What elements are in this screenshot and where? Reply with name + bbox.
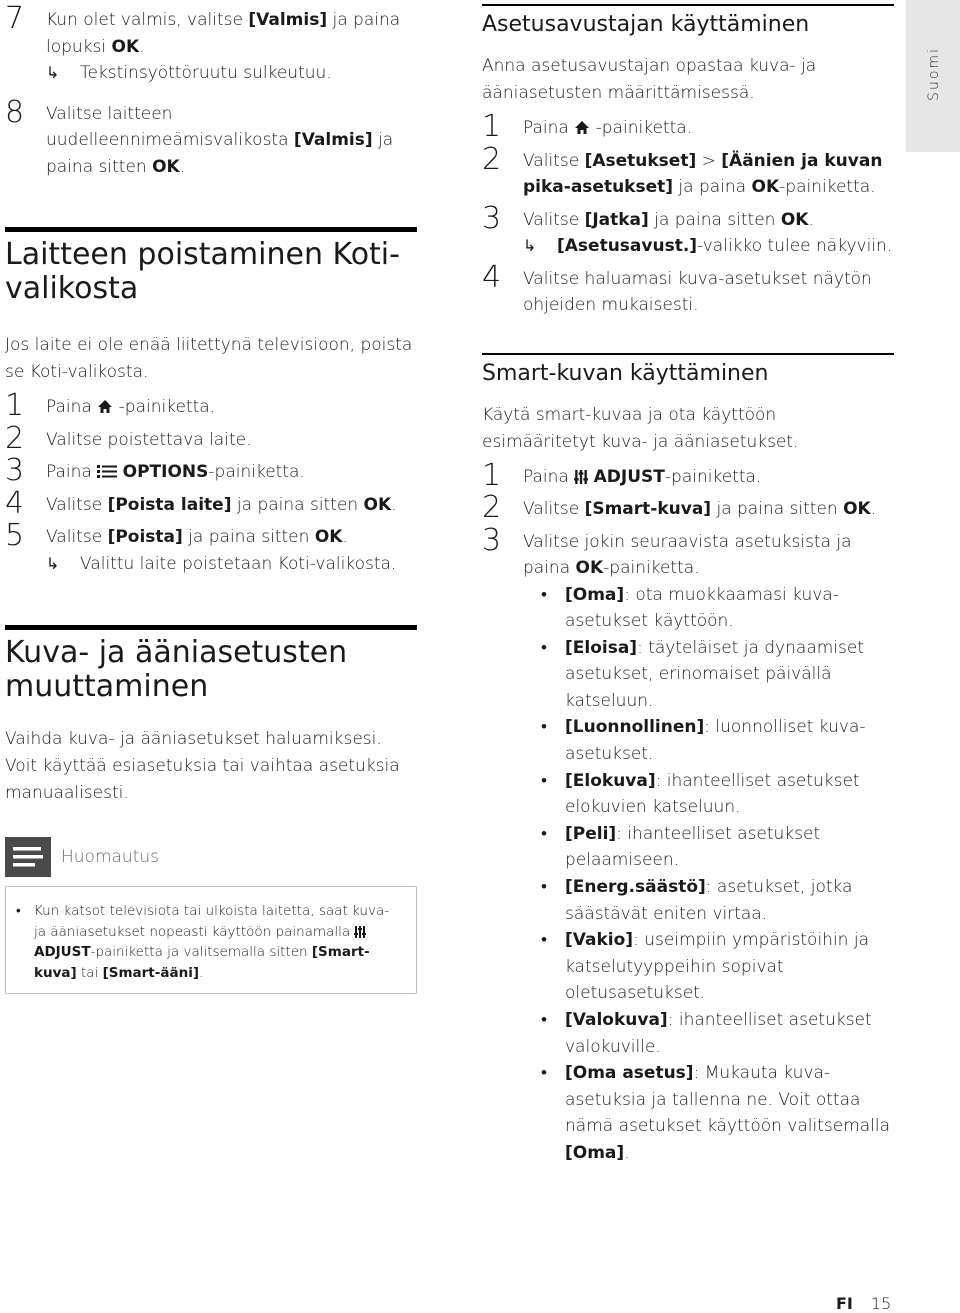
section-divider [482,4,894,6]
list-item: • [Eloisa]: täyteläiset ja dynaamiset asetukset, erinomaiset päivällä katseluun. [523,635,894,715]
language-tab-label: Suomi [926,47,942,101]
section-title-remove: Laitteen poistaminen Koti-valikosta [5,237,400,306]
remove-step-3: 3 Paina OPTIONS-painiketta. [5,453,305,488]
wizard-step-2: 2 Valitse [Asetukset] > [Äänien ja kuvan pika-asetukset] ja paina OK-painiketta. [482,141,883,197]
note-box: • Kun katsot televisiota tai ulkoista laitetta, saat kuva- ja ääniasetukset nopeasti käyttöön painamalla ADJUST-painiketta ja valitsemalla sitten [Smart-kuva] tai [Smart-ääni]. [5,886,417,994]
section-title-smart: Smart-kuvan käyttäminen [482,360,769,386]
options-icon [97,464,117,479]
bullet: • [541,637,547,658]
remove-step-1: 1 Paina -painiketta. [5,388,216,423]
bullet: • [541,1010,547,1030]
section-divider [5,625,417,630]
smart-intro: Käytä smart-kuvaa ja ota käyttöön esimääritetyt kuva- ja ääniasetukset. [482,404,799,452]
list-item: • [Oma asetus]: Mukauta kuva-asetuksia ja tallenna ne. Voit ottaa nämä asetukset käyttöön valitsemalla [Oma]. [523,1060,894,1166]
result-arrow-icon: ↳ [46,63,60,82]
list-item: • [Vakio]: useimpiin ympäristöihin ja katselutyyppeihin sopivat oletusasetukset. [523,927,894,1007]
section-divider [5,227,417,232]
wizard-intro: Anna asetusavustajan opastaa kuva- ja ääniasetusten määrittämisessä. [482,56,817,103]
bullet: • [541,877,547,898]
section-title-change: Kuva- ja ääniasetusten muuttaminen [5,635,348,704]
section-title-wizard: Asetusavustajan käyttäminen [482,12,810,37]
smart-step-3: 3 Valitse jokin seuraavista asetuksista ja paina OK-painiketta. • [Oma]: ota muokkaamasi kuva-asetukset käyttöön. • [Eloisa]: täyteläiset ja dynaamiset asetukset, erinomaiset päivällä katseluun. • [Luonnollinen]: luonnolliset kuva-asetukset. • [Elokuva]: ihanteelliset asetukset elokuvien katseluun. • [Peli]: ihanteelliset asetukset pelaamiseen. • [Energ.säästö]: asetukset, jotka säästävät eniten virtaa. • [Vakio]: useimpiin ympäristöihin ja katselutyyppeihin sopivat oletusasetukset. • [Valokuva]: ihanteelliset asetukset valokuville. • [Oma asetus]: Mukauta kuva-asetuksia ja tallenna ne. Voit ottaa nämä asetukset käyttöön valitsemalla [Oma]. [482,529,894,1167]
list-item: • [Peli]: ihanteelliset asetukset pelaamiseen. [523,821,894,874]
left-column [5,0,417,994]
smart-step-1: 1 Paina ADJUST-painiketta. [482,457,762,493]
list-item: • [Luonnollinen]: luonnolliset kuva-asetukset. [523,714,894,767]
home-icon [97,399,113,414]
step-8: 8 Valitse laitteen uudelleennimeämisvalikosta [Valmis] ja paina sitten OK. [5,94,394,177]
list-item: • [Energ.säästö]: asetukset, jotka säästävät eniten virtaa. [523,874,894,927]
remove-step-5-result: ↳ Valittu laite poistetaan Koti-valikosta. [46,551,417,578]
step-7: 7 Kun olet valmis, valitse [Valmis] ja paina lopuksi OK. ↳ Tekstinsyöttöruutu sulkeutuu. [5,7,417,87]
bullet: • [16,903,21,919]
language-code: FI [836,1294,853,1313]
right-column [482,0,894,1167]
wizard-step-4: 4 Valitse haluamasi kuva-asetukset näytön ohjeiden mukaisesti. [482,259,872,315]
remove-step-4: 4 Valitse [Poista laite] ja paina sitten OK. [5,485,397,521]
bullet: • [541,1063,547,1084]
step-7-result: ↳ Tekstinsyöttöruutu sulkeutuu. [46,60,417,87]
wizard-step-3: 3 Valitse [Jatka] ja paina sitten OK. ↳ [Asetusavust.]-valikko tulee näkyviin. [482,207,894,260]
remove-step-2: 2 Valitse poistettava laite. [5,420,252,456]
result-arrow-icon: ↳ [46,553,60,573]
list-item: • [Valokuva]: ihanteelliset asetukset valokuville. [523,1007,894,1060]
remove-intro: Jos laite ei ole enää liitettynä televisioon, poista se Koti-valikosta. [5,335,413,382]
bullet: • [541,584,547,605]
change-intro: Vaihda kuva- ja ääniasetukset haluamiksesi. Voit käyttää esiasetuksia tai vaihtaa asetuksia manuaalisesti. [5,729,400,803]
bullet: • [541,930,547,951]
adjust-icon [574,470,588,484]
bullet: • [541,717,547,738]
wizard-step-1: 1 Paina -painiketta. [482,109,693,144]
bullet: • [541,770,547,791]
note-header [5,837,417,881]
list-item: • [Elokuva]: ihanteelliset asetukset elokuvien katseluun. [523,768,894,821]
page-number: 15 [870,1294,892,1313]
list-item: • [Oma]: ota muokkaamasi kuva-asetukset käyttöön. [523,582,894,635]
adjust-icon [354,926,366,938]
result-arrow-icon: ↳ [523,236,537,255]
smart-options-list [523,582,894,1167]
note-label: Huomautus [61,847,160,867]
wizard-step-3-result: ↳ [Asetusavust.]-valikko tulee näkyviin. [523,233,894,260]
smart-step-2: 2 Valitse [Smart-kuva] ja paina sitten OK. [482,490,877,525]
note-icon [5,837,51,877]
home-icon [574,120,590,135]
page-footer [836,1294,891,1313]
remove-step-5: 5 Valitse [Poista] ja paina sitten OK. ↳ Valittu laite poistetaan Koti-valikosta. [5,524,417,577]
bullet: • [541,823,547,844]
section-divider [482,353,894,355]
